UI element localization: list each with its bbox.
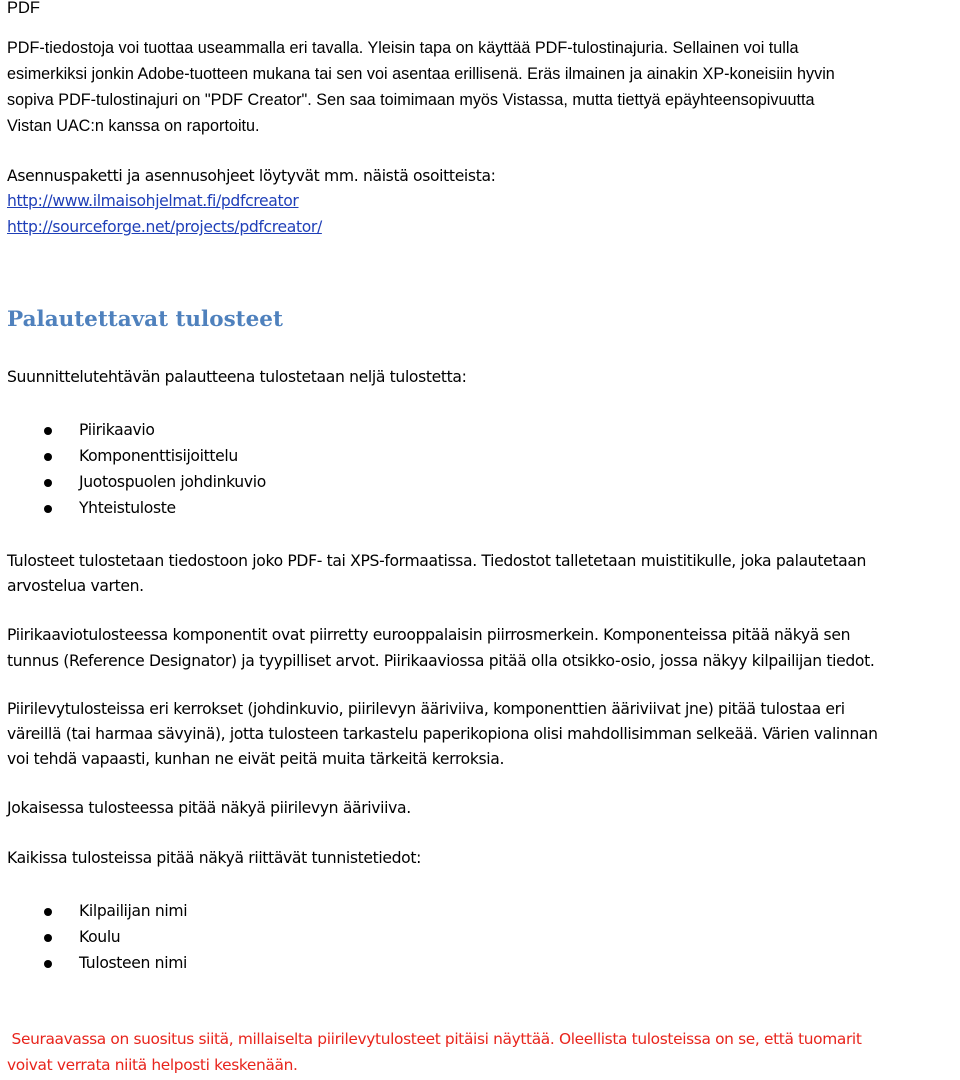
list-item: Kilpailijan nimi	[7, 901, 607, 923]
bullet-icon	[44, 479, 52, 487]
outputs-intro: Suunnittelutehtävän palautteena tulostetaan neljä tulostetta:	[7, 368, 467, 386]
bullet-icon	[44, 934, 52, 942]
recommendation-note-line: Seuraavassa on suositus siitä, millaiselta piirilevytulosteet pitäisi näyttää. Oleellista tulosteissa on se, että tuomarit	[7, 1030, 862, 1048]
intro-line: Vistan UAC:n kanssa on raportoitu.	[7, 117, 260, 135]
bullet-icon	[44, 505, 52, 513]
outline-paragraph: Jokaisessa tulosteessa pitää näkyä piirilevyn ääriviiva.	[7, 799, 411, 817]
install-text: Asennuspaketti ja asennusohjeet löytyvät mm. näistä osoitteista:	[7, 167, 496, 185]
pcb-paragraph-line: väreillä (tai harmaa sävyinä), jotta tulosteen tarkastelu paperikopiona olisi mahdollisimman selkeää. Värien valinnan	[7, 725, 878, 743]
recommendation-note-line: voivat verrata niitä helposti keskenään.	[7, 1056, 298, 1074]
intro-line: sopiva PDF-tulostinajuri on "PDF Creator". Sen saa toimimaan myös Vistassa, mutta tiettyä epäyhteensopivuutta	[7, 91, 815, 109]
intro-line: PDF-tiedostoja voi tuottaa useammalla eri tavalla. Yleisin tapa on käyttää PDF-tulostinajuria. Sellainen voi tulla	[7, 39, 799, 57]
formats-paragraph-line: Tulosteet tulostetaan tiedostoon joko PDF- tai XPS-formaatissa. Tiedostot talletetaan muistitikulle, joka palautetaan	[7, 552, 867, 570]
schematic-paragraph-line: tunnus (Reference Designator) ja tyypilliset arvot. Piirikaaviossa pitää olla otsikko-osio, jossa näkyy kilpailijan tiedot.	[7, 652, 875, 670]
list-item: Yhteistuloste	[7, 498, 607, 520]
identification-intro: Kaikissa tulosteissa pitää näkyä riittävät tunnistetiedot:	[7, 849, 422, 867]
list-item: Koulu	[7, 927, 607, 949]
bullet-icon	[44, 960, 52, 968]
pdfcreator-link-ilmaisohjelmat[interactable]: http://www.ilmaisohjelmat.fi/pdfcreator	[7, 192, 299, 210]
schematic-paragraph-line: Piirikaaviotulosteessa komponentit ovat piirretty eurooppalaisin piirrosmerkein. Komponenteissa pitää näkyä sen	[7, 626, 851, 644]
pcb-paragraph-line: Piirilevytulosteissa eri kerrokset (johdinkuvio, piirilevyn ääriviiva, komponenttien ääriviivat jne) pitää tulostaa eri	[7, 700, 845, 718]
bullet-icon	[44, 908, 52, 916]
intro-line: esimerkiksi jonkin Adobe-tuotteen mukana tai sen voi asentaa erillisenä. Eräs ilmainen ja ainakin XP-koneisiin hyvin	[7, 65, 835, 83]
bullet-icon	[44, 427, 52, 435]
pdfcreator-link-sourceforge[interactable]: http://sourceforge.net/projects/pdfcreator/	[7, 218, 322, 236]
pcb-paragraph-line: voi tehdä vapaasti, kunhan ne eivät peitä muita tärkeitä kerroksia.	[7, 750, 505, 768]
list-item: Komponenttisijoittelu	[7, 446, 607, 468]
formats-paragraph-line: arvostelua varten.	[7, 577, 144, 595]
section-title: PDF	[7, 0, 40, 17]
section-heading: Palautettavat tulosteet	[7, 307, 283, 332]
list-item: Piirikaavio	[7, 420, 607, 442]
bullet-icon	[44, 453, 52, 461]
list-item: Tulosteen nimi	[7, 953, 607, 975]
list-item: Juotospuolen johdinkuvio	[7, 472, 607, 494]
